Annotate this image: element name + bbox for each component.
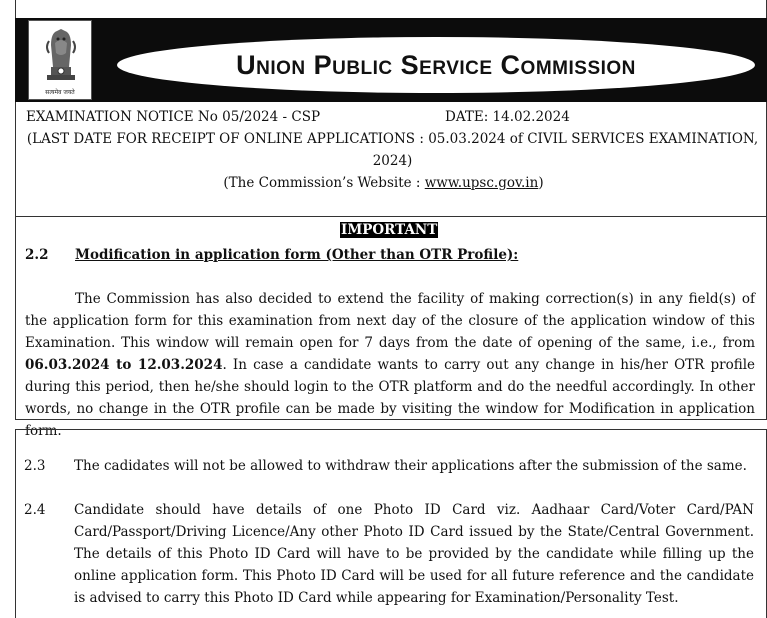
national-emblem [28, 20, 92, 100]
website-prefix: (The Commission’s Website : [223, 175, 425, 191]
notice-number: EXAMINATION NOTICE No 05/2024 - CSP [26, 109, 321, 125]
section-2-2-paragraph [25, 288, 755, 442]
website-line [0, 172, 767, 194]
item-number-2-3: 2.3 [24, 458, 46, 474]
last-date-notice: (LAST DATE FOR RECEIPT OF ONLINE APPLICATIONS : 05.03.2024 of CIVIL SERVICES EXAMINATION, 2024) [26, 131, 759, 169]
lion-capital-icon [31, 23, 91, 87]
para-text-2: . In case a candidate wants to carry out any change in his/her OTR profile during this period, then he/she should login to the OTR platform and do the needful accordingly. In other words, no change in the OTR profile can be made by visiting the window for Modification in application form. [25, 357, 756, 439]
para-text-1: The Commission has also decided to extend the facility of making correction(s) in any field(s) of the application form for this examination from next day of the closure of the application window of this Examination. This window will remain open for 7 days from the date of opening of the same, i.e., from [25, 291, 755, 351]
section-number: 2.2 [25, 247, 49, 263]
important-label: IMPORTANT [341, 222, 438, 238]
modification-dates: 06.03.2024 to 12.03.2024 [25, 357, 223, 373]
organization-title: Union Public Service Commission [236, 50, 636, 80]
website-suffix: ) [538, 175, 544, 191]
item-text-2-4: Candidate should have details of one Photo ID Card viz. Aadhaar Card/Voter Card/PAN Card/Passport/Driving Licence/Any other Photo ID Card issued by the State/Central Government. The details of this Photo ID Card will have to be provided by the candidate while filling up the online application form. This Photo ID Card will be used for all future reference and the candidate is advised to carry this Photo ID Card while appearing for Examination/Personality Test. [74, 502, 754, 606]
notice-date: DATE: 14.02.2024 [445, 109, 570, 125]
item-text-2-3: The cadidates will not be allowed to withdraw their applications after the submission of the same. [74, 458, 747, 474]
website-link[interactable]: www.upsc.gov.in [424, 175, 539, 191]
section-title: Modification in application form (Other than OTR Profile): [75, 247, 519, 263]
emblem-motto: सत्यमेव जयते [45, 89, 75, 96]
item-number-2-4: 2.4 [24, 502, 46, 518]
